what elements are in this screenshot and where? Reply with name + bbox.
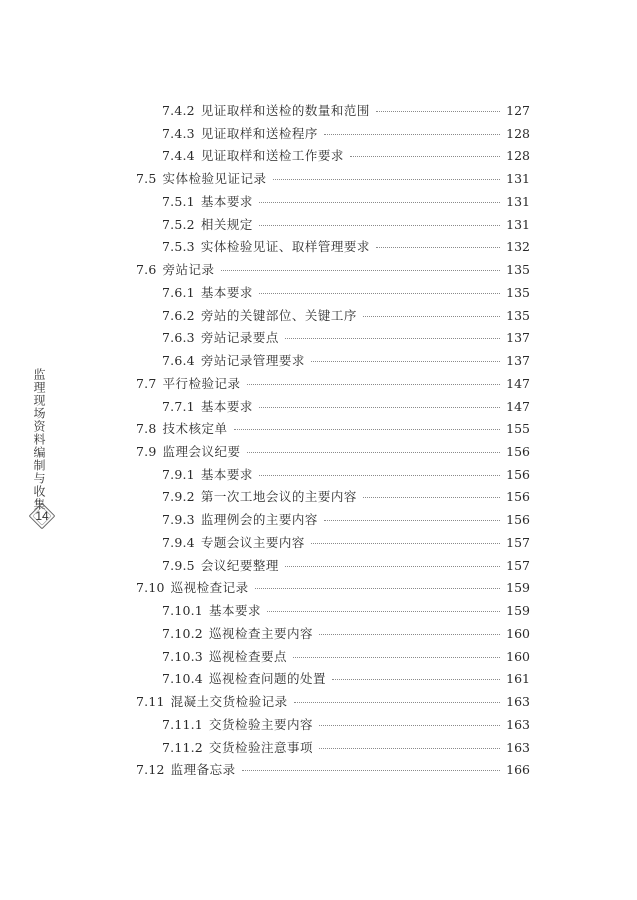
toc-entry-page: 135 xyxy=(506,284,530,300)
toc-entry-title: 会议纪要整理 xyxy=(200,557,279,573)
toc-entry[interactable] xyxy=(136,737,530,760)
toc-entry-title: 巡视检查要点 xyxy=(208,648,287,664)
toc-entry-title: 巡视检查主要内容 xyxy=(208,625,313,641)
toc-entry-number: 7.5.2 xyxy=(162,216,195,232)
toc-entry[interactable] xyxy=(136,691,530,714)
toc-entry-title: 旁站记录 xyxy=(162,262,215,278)
toc-entry-title: 巡视检查记录 xyxy=(170,580,249,596)
toc-entry-page: 163 xyxy=(506,694,530,710)
toc-entry-number: 7.12 xyxy=(136,762,165,778)
toc-entry-title: 旁站的关键部位、关键工序 xyxy=(200,307,357,323)
toc-leader-dots xyxy=(311,543,500,544)
toc-leader-dots xyxy=(376,111,500,112)
toc-entry-page: 157 xyxy=(506,557,530,573)
toc-entry[interactable] xyxy=(136,486,530,509)
toc-leader-dots xyxy=(293,657,500,658)
toc-entry-page: 160 xyxy=(506,648,530,664)
toc-leader-dots xyxy=(319,725,500,726)
toc-leader-dots xyxy=(247,384,501,385)
toc-leader-dots xyxy=(255,588,500,589)
toc-entry[interactable] xyxy=(136,623,530,646)
toc-entry-page: 132 xyxy=(506,239,530,255)
toc-entry-page: 156 xyxy=(506,444,530,460)
toc-entry-number: 7.7 xyxy=(136,375,157,391)
toc-entry[interactable] xyxy=(136,327,530,350)
toc-entry-page: 159 xyxy=(506,603,530,619)
toc-entry-number: 7.10.1 xyxy=(162,603,203,619)
toc-entry[interactable] xyxy=(136,577,530,600)
toc-entry-title: 旁站记录管理要求 xyxy=(200,353,305,369)
side-title-container xyxy=(29,368,49,511)
toc-entry-number: 7.9 xyxy=(136,444,157,460)
toc-entry-page: 155 xyxy=(506,421,530,437)
toc-entry-page: 137 xyxy=(506,353,530,369)
toc-entry[interactable] xyxy=(136,668,530,691)
toc-entry-number: 7.5 xyxy=(136,171,157,187)
toc-entry-title: 巡视检查问题的处置 xyxy=(208,671,326,687)
toc-entry-title: 实体检验见证记录 xyxy=(162,171,267,187)
toc-entry-page: 128 xyxy=(506,125,530,141)
toc-leader-dots xyxy=(273,179,501,180)
toc-entry-page: 147 xyxy=(506,375,530,391)
toc-entry-number: 7.9.4 xyxy=(162,534,195,550)
toc-entry-title: 监理例会的主要内容 xyxy=(200,512,318,528)
toc-leader-dots xyxy=(363,316,500,317)
toc-entry-number: 7.11.2 xyxy=(162,739,203,755)
toc-entry-number: 7.10.4 xyxy=(162,671,203,687)
toc-leader-dots xyxy=(259,475,500,476)
toc-entry-title: 相关规定 xyxy=(200,216,253,232)
page-number: 14 xyxy=(35,509,49,523)
toc-entry[interactable] xyxy=(136,350,530,373)
toc-entry[interactable] xyxy=(136,236,530,259)
toc-entry-page: 135 xyxy=(506,307,530,323)
toc-entry-page: 131 xyxy=(506,193,530,209)
toc-entry-title: 旁站记录要点 xyxy=(200,330,279,346)
toc-leader-dots xyxy=(285,338,500,339)
toc-entry-number: 7.8 xyxy=(136,421,157,437)
toc-entry[interactable] xyxy=(136,214,530,237)
toc-entry-number: 7.5.3 xyxy=(162,239,195,255)
toc-entry-page: 127 xyxy=(506,103,530,118)
toc-entry-number: 7.5.1 xyxy=(162,193,195,209)
toc-leader-dots xyxy=(324,134,500,135)
toc-entry-number: 7.9.3 xyxy=(162,512,195,528)
book-side-title: 监理现场资料编制与收集 xyxy=(32,368,46,511)
toc-entry[interactable] xyxy=(136,191,530,214)
toc-leader-dots xyxy=(221,270,501,271)
toc-leader-dots xyxy=(259,225,500,226)
toc-entry-page: 159 xyxy=(506,580,530,596)
toc-entry[interactable] xyxy=(136,418,530,441)
toc-entry[interactable] xyxy=(136,714,530,737)
toc-entry-page: 161 xyxy=(506,671,530,687)
toc-entry[interactable] xyxy=(136,259,530,282)
toc-entry-title: 见证取样和送检的数量和范围 xyxy=(200,103,370,118)
toc-entry-number: 7.6 xyxy=(136,262,157,278)
toc-entry-number: 7.11 xyxy=(136,694,165,710)
toc-entry-number: 7.4.3 xyxy=(162,125,195,141)
toc-entry-number: 7.6.1 xyxy=(162,284,195,300)
toc-entry-page: 135 xyxy=(506,262,530,278)
toc-entry-title: 专题会议主要内容 xyxy=(200,534,305,550)
toc-entry-page: 163 xyxy=(506,716,530,732)
toc-entry-page: 163 xyxy=(506,739,530,755)
toc-entry-number: 7.4.4 xyxy=(162,148,195,164)
toc-leader-dots xyxy=(350,156,500,157)
toc-entry-number: 7.9.2 xyxy=(162,489,195,505)
toc-entry-number: 7.6.4 xyxy=(162,353,195,369)
toc-entry-page: 166 xyxy=(506,762,530,778)
toc-entry[interactable] xyxy=(136,282,530,305)
toc-entry-title: 见证取样和送检工作要求 xyxy=(200,148,344,164)
toc-entry-title: 交货检验注意事项 xyxy=(208,739,313,755)
toc-leader-dots xyxy=(363,497,500,498)
toc-entry[interactable] xyxy=(136,145,530,168)
toc-entry-page: 128 xyxy=(506,148,530,164)
toc-leader-dots xyxy=(294,702,500,703)
toc-leader-dots xyxy=(259,293,500,294)
toc-entry-title: 基本要求 xyxy=(200,284,253,300)
toc-entry-page: 156 xyxy=(506,512,530,528)
toc-entry[interactable] xyxy=(136,168,530,191)
toc-leader-dots xyxy=(242,770,500,771)
toc-entry-title: 基本要求 xyxy=(208,603,261,619)
toc-leader-dots xyxy=(332,679,500,680)
toc-entry-title: 实体检验见证、取样管理要求 xyxy=(200,239,370,255)
toc-entry-page: 156 xyxy=(506,489,530,505)
toc-leader-dots xyxy=(259,407,500,408)
toc-entry-title: 监理备忘录 xyxy=(170,762,236,778)
toc-entry-page: 131 xyxy=(506,216,530,232)
toc-entry-title: 第一次工地会议的主要内容 xyxy=(200,489,357,505)
toc-entry-title: 基本要求 xyxy=(200,466,253,482)
toc-entry[interactable] xyxy=(136,305,530,328)
toc-leader-dots xyxy=(311,361,500,362)
toc-entry-number: 7.9.1 xyxy=(162,466,195,482)
toc-entry-number: 7.4.2 xyxy=(162,103,195,118)
toc-entry-number: 7.10.3 xyxy=(162,648,203,664)
toc-entry-page: 137 xyxy=(506,330,530,346)
toc-entry-page: 157 xyxy=(506,534,530,550)
toc-entry-title: 交货检验主要内容 xyxy=(208,716,313,732)
page-number-badge xyxy=(28,502,56,530)
toc-entry[interactable] xyxy=(136,555,530,578)
toc-leader-dots xyxy=(319,748,500,749)
toc-leader-dots xyxy=(376,247,500,248)
toc-entry-number: 7.10 xyxy=(136,580,165,596)
toc-entry[interactable] xyxy=(136,759,530,782)
toc-entry[interactable] xyxy=(136,509,530,532)
toc-entry-number: 7.7.1 xyxy=(162,398,195,414)
toc-entry-page: 160 xyxy=(506,625,530,641)
toc-leader-dots xyxy=(319,634,500,635)
table-of-contents xyxy=(136,100,530,782)
toc-entry-number: 7.6.2 xyxy=(162,307,195,323)
toc-entry[interactable] xyxy=(136,646,530,669)
toc-leader-dots xyxy=(259,202,500,203)
toc-entry-page: 147 xyxy=(506,398,530,414)
toc-entry-title: 技术核定单 xyxy=(162,421,228,437)
toc-entry[interactable] xyxy=(136,464,530,487)
toc-leader-dots xyxy=(285,566,500,567)
toc-entry-title: 监理会议纪要 xyxy=(162,444,241,460)
toc-entry-page: 156 xyxy=(506,466,530,482)
toc-entry[interactable] xyxy=(136,441,530,464)
toc-entry-title: 见证取样和送检程序 xyxy=(200,125,318,141)
toc-entry[interactable] xyxy=(136,600,530,623)
toc-entry-title: 基本要求 xyxy=(200,193,253,209)
toc-entry-number: 7.6.3 xyxy=(162,330,195,346)
toc-entry-number: 7.10.2 xyxy=(162,625,203,641)
toc-entry-page: 131 xyxy=(506,171,530,187)
toc-entry-number: 7.11.1 xyxy=(162,716,203,732)
toc-entry[interactable] xyxy=(136,373,530,396)
toc-leader-dots xyxy=(247,452,501,453)
toc-entry-title: 混凝土交货检验记录 xyxy=(170,694,288,710)
toc-entry-number: 7.9.5 xyxy=(162,557,195,573)
toc-leader-dots xyxy=(234,429,501,430)
toc-entry[interactable] xyxy=(136,123,530,146)
toc-entry[interactable] xyxy=(136,396,530,419)
toc-entry-title: 基本要求 xyxy=(200,398,253,414)
toc-entry[interactable] xyxy=(136,532,530,555)
toc-entry[interactable] xyxy=(136,100,530,123)
toc-leader-dots xyxy=(267,611,500,612)
toc-entry-title: 平行检验记录 xyxy=(162,375,241,391)
toc-leader-dots xyxy=(324,520,500,521)
